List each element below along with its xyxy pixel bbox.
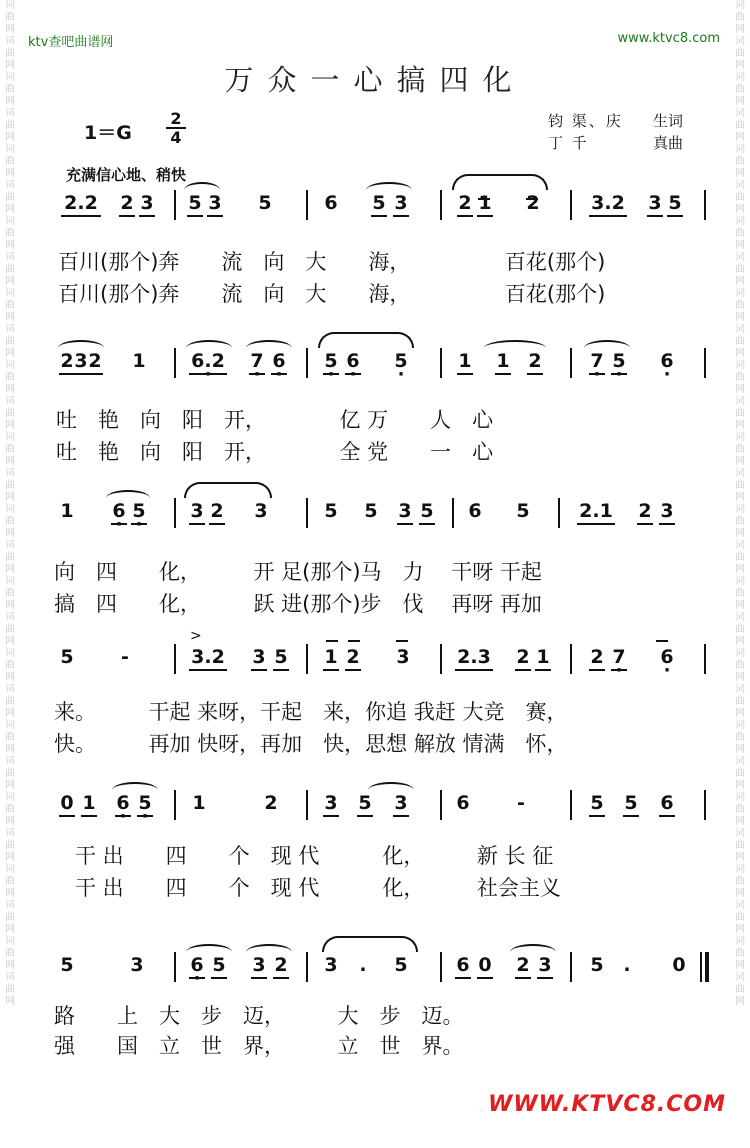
note: 2.2 [60,192,102,214]
barline [704,190,706,220]
note: 3 [536,954,554,976]
lyric-verse-1: 干 出 四 个 现 代 化， 新 长 征 [54,844,554,868]
lyric-verse-1: 路 上 大 步 迈， 大 步 迈。 [54,1004,464,1028]
note: · 6 [110,500,128,522]
credit-lyricist [548,110,683,132]
barline [306,348,308,378]
note: 3 [322,792,340,814]
note: 2 [514,646,532,668]
barline [306,644,308,674]
barline [440,790,442,820]
note: · 7 [610,646,628,668]
note: 3 [138,192,156,214]
note: 5 [258,192,272,214]
note: 5 [418,500,436,522]
note: 1 [456,350,474,372]
barline [306,790,308,820]
barline [570,952,572,982]
lyric-verse-1: 吐 艳 向 阳 开， 亿 万 人 心 [56,408,494,432]
note: 0 [58,792,76,814]
note: 1 [322,646,340,668]
credit-role: 生词 [653,112,684,130]
barline [440,644,442,674]
tie [318,332,414,348]
side-watermark-right: 词曲网词曲网词曲网词曲网词曲网词曲网词曲网词曲网词曲网词曲网词曲网词曲网词曲网词曲网词曲网词曲网词曲网词曲网词曲网词曲网词曲网词曲网词曲网词曲网词曲网词曲网词曲网词曲网 [735,0,745,1007]
meter-top: 2 [166,110,186,129]
note: · 6 [270,350,288,372]
barline [174,952,176,982]
note: . [623,954,631,976]
credit-role: 真曲 [653,134,684,152]
lyric-verse-1: 百川(那个)奔 流 向 大 海， 百花(那个) [58,250,606,274]
note: 5 [60,954,74,976]
tempo-marking: 充满信心地、稍快 [66,166,187,184]
octave-dash [326,640,338,642]
note: 2 [264,792,278,814]
site-name-left: ktv查吧曲谱网 [28,35,114,50]
note: 1 [60,500,74,522]
barline [558,498,560,528]
note: 1 [132,350,146,372]
note: 6 [456,792,470,814]
barline [174,190,176,220]
site-logo: WWW.KTVC8.COM [488,1092,726,1117]
note: 1 [192,792,206,814]
note: 2 [456,192,474,214]
side-watermark-left: 词曲网词曲网词曲网词曲网词曲网词曲网词曲网词曲网词曲网词曲网词曲网词曲网词曲网词曲网词曲网词曲网词曲网词曲网词曲网词曲网词曲网词曲网词曲网词曲网词曲网词曲网词曲网词曲网 [5,0,15,1007]
barline [174,348,176,378]
note: 3 [396,500,414,522]
note: 1 [494,350,512,372]
note: 1 [80,792,98,814]
note: 3 [646,192,664,214]
note: 2 [58,350,76,372]
barline [174,644,176,674]
note: · 6 [344,350,362,372]
note: 2 [344,646,362,668]
note: 3 [250,954,268,976]
note: 3 [250,646,268,668]
lyric-verse-1: 向 四 化， 开 足(那个)马 力 干呀 干起 [54,560,542,584]
note: 3 [72,350,90,372]
note: 3 [130,954,144,976]
note: 3.2 [588,192,628,214]
tie [452,174,548,190]
lyric-verse-1: 来。 干起 来呀，干起 来，你追 我赶 大竞 赛， [54,700,568,724]
barline [306,498,308,528]
note: · 6 [114,792,132,814]
accent-mark: > [190,628,202,644]
note: 2 [526,192,540,214]
note: 5 [364,500,378,522]
note: 2.1 [576,500,616,522]
barline [704,644,706,674]
credit-composer [548,132,683,154]
note: · 5 [136,792,154,814]
tie [184,482,272,498]
note: · 5 [392,350,410,372]
note: 5 [60,646,74,668]
note: 3 [658,500,676,522]
barline [306,952,308,982]
note: 5 [394,954,408,976]
lyric-verse-2: 吐 艳 向 阳 开， 全 党 一 心 [56,440,494,464]
lyric-verse-2: 百川(那个)奔 流 向 大 海， 百花(那个) [58,282,606,306]
note: 3 [188,500,206,522]
note: 5 [666,192,684,214]
site-url-right: www.ktvc8.com [617,31,720,46]
credits [548,110,683,154]
note: 2 [86,350,104,372]
note: 0 [476,954,494,976]
octave-dash [348,640,360,642]
note: 3.2 [188,646,228,668]
note: 3 [206,192,224,214]
credit-people: 钧 渠、庆 [548,112,623,130]
note: 5 [588,792,606,814]
note: - [517,792,525,814]
barline [174,790,176,820]
note: 2 [208,500,226,522]
note: 3 [324,954,338,976]
note: 3 [392,792,410,814]
barline [570,348,572,378]
note: · 6 [188,954,206,976]
barline [452,498,454,528]
note: 2 [526,350,544,372]
note: · 6.2 [188,350,228,372]
barline [570,190,572,220]
barline [440,190,442,220]
barline [306,190,308,220]
note: 0 [672,954,686,976]
note: · 6 [658,646,676,668]
note: 5 [272,646,290,668]
note: 2.3 [454,646,494,668]
note: · 5 [322,350,340,372]
note: 5 [370,192,388,214]
note: 5 [622,792,640,814]
note: 5 [356,792,374,814]
lyric-verse-2: 搞 四 化， 跃 进(那个)步 伐 再呀 再加 [54,592,542,616]
octave-dash [396,640,408,642]
note: . [359,954,367,976]
note: 5 [210,954,228,976]
note: 6 [658,792,676,814]
final-barline [705,952,709,982]
key-signature: 1＝G [84,122,132,144]
note: · 6 [658,350,676,372]
note: 1 [476,192,494,214]
note: · 5 [130,500,148,522]
note: 2 [514,954,532,976]
note: - [121,646,129,668]
credit-people: 丁 千 [548,134,589,152]
note: 5 [324,500,338,522]
note: 6 [454,954,472,976]
note: 1 [534,646,552,668]
note: 2 [272,954,290,976]
tie [322,936,418,952]
meter-bottom: 4 [170,128,182,147]
note: 6 [468,500,482,522]
note: 2 [588,646,606,668]
lyric-verse-2: 快。 再加 快呀，再加 快，思想 解放 情满 怀， [54,732,568,756]
note: · 5 [610,350,628,372]
song-title: 万众一心搞四化 [224,63,526,97]
note: · 7 [588,350,606,372]
barline [700,952,702,982]
lyric-verse-2: 干 出 四 个 现 代 化， 社会主义 [54,876,561,900]
note: 2 [118,192,136,214]
note: 5 [516,500,530,522]
note: 6 [324,192,338,214]
time-signature [166,110,186,146]
note: 5 [590,954,604,976]
note: 2 [636,500,654,522]
octave-dash [656,640,668,642]
barline [704,790,706,820]
barline [440,952,442,982]
barline [570,790,572,820]
note: 5 [186,192,204,214]
note: · 7 [248,350,266,372]
lyric-verse-2: 强 国 立 世 界， 立 世 界。 [54,1034,464,1058]
barline [440,348,442,378]
note: 3 [392,192,410,214]
note: 3 [254,500,268,522]
note: 3 [396,646,410,668]
barline [570,644,572,674]
barline [174,498,176,528]
barline [704,348,706,378]
